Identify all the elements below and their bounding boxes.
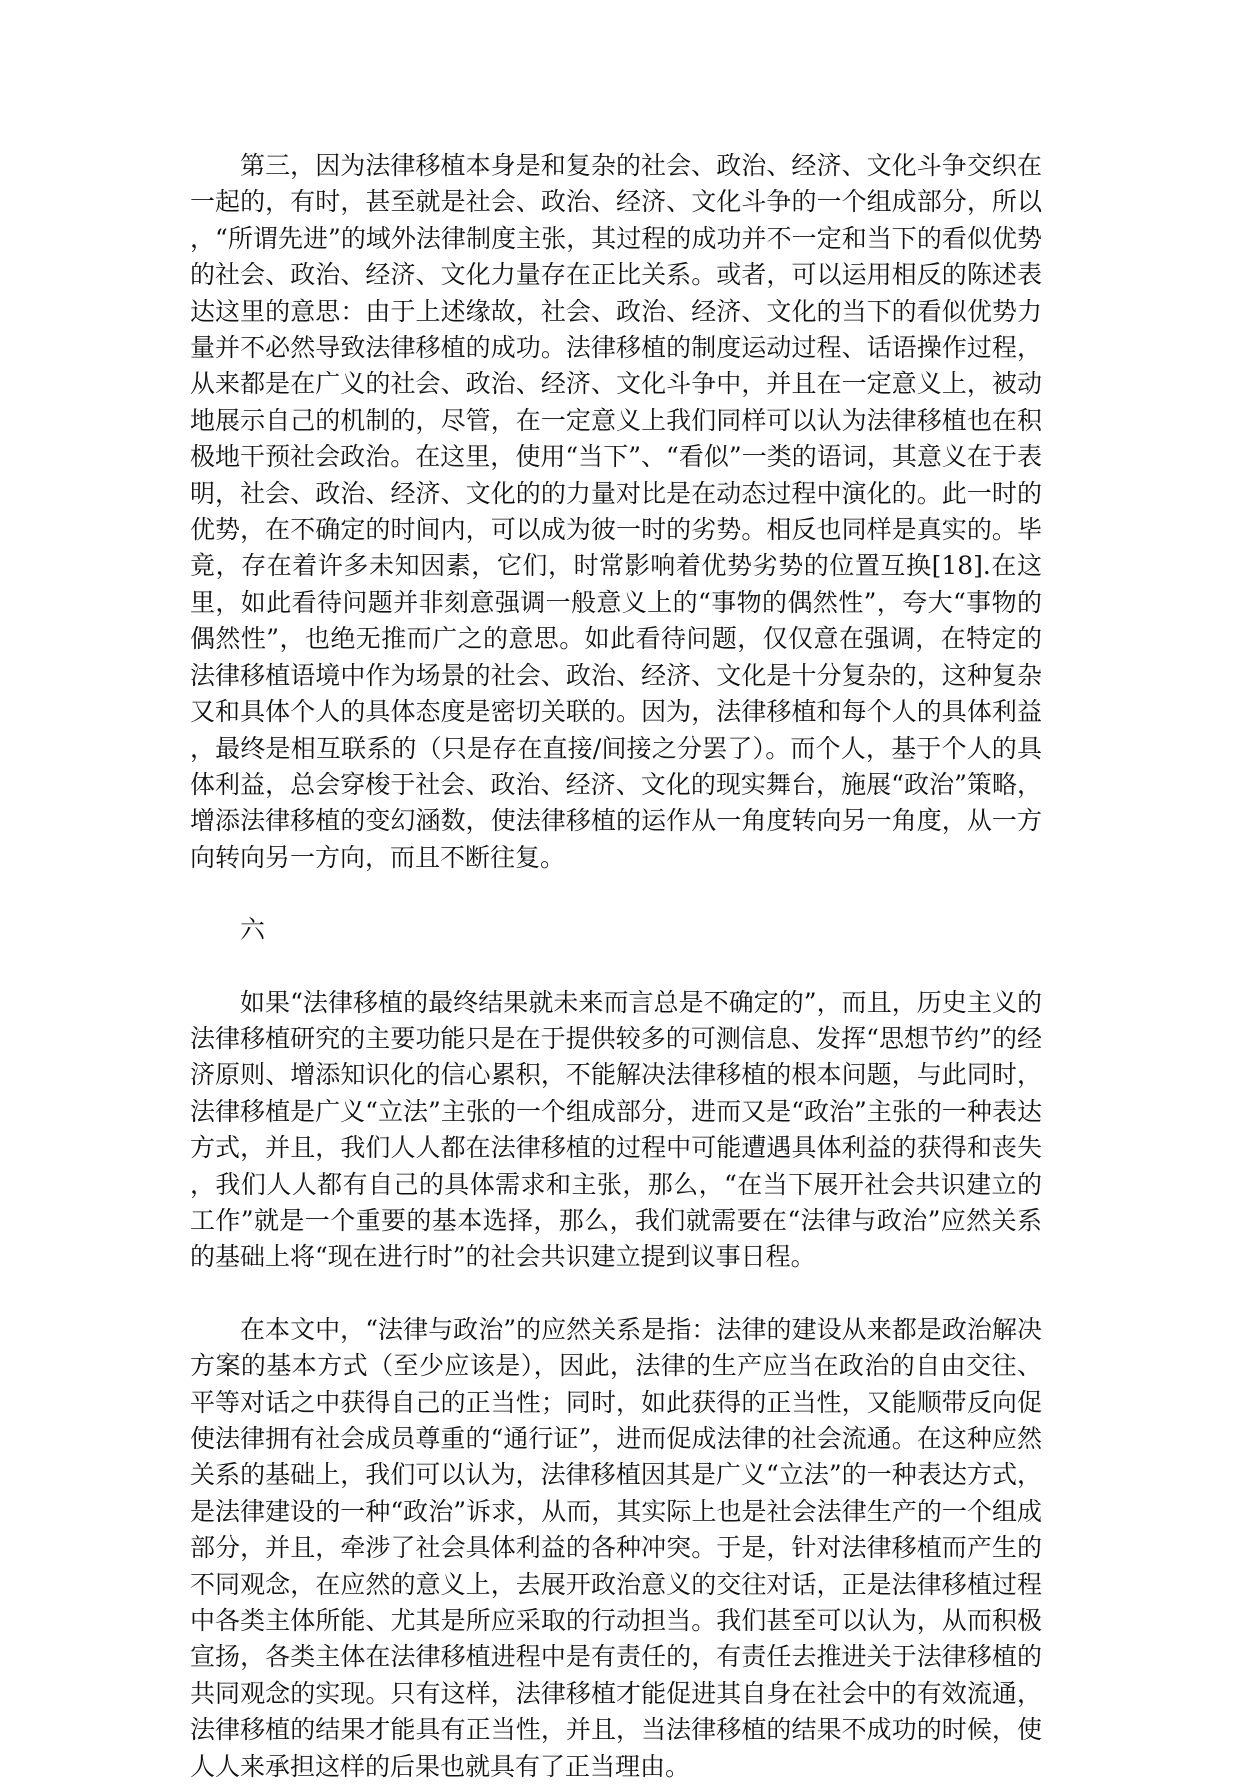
paragraph-gap — [190, 949, 1042, 985]
document-body — [190, 148, 1042, 1785]
paragraph-gap — [190, 876, 1042, 912]
paragraph-if-uncertain: 如果“法律移植的最终结果就未来而言总是不确定的”，而且，历史主义的法律移植研究的主要功能只是在于提供较多的可测信息、发挥“思想节约”的经济原则、增添知识化的信心累积，不能解决法律移植的根本问题，与此同时，法律移植是广义“立法”主张的一个组成部分，进而又是“政治”主张的一种表达方式，并且，我们人人都在法律移植的过程中可能遭遇具体利益的获得和丧失，我们人人都有自己的具体需求和主张，那么，“在当下展开社会共识建立的工作”就是一个重要的基本选择，那么，我们就需要在“法律与政治”应然关系的基础上将“现在进行时”的社会共识建立提到议事日程。 — [190, 987, 1042, 1272]
paragraph-law-and-politics: 在本文中，“法律与政治”的应然关系是指：法律的建设从来都是政治解决方案的基本方式（至少应该是），因此，法律的生产应当在政治的自由交往、平等对话之中获得自己的正当性；同时，如此获得的正当性，又能顺带反向促使法律拥有社会成员尊重的“通行证”，进而促成法律的社会流通。在这种应然关系的基础上，我们可以认为，法律移植因其是广义“立法”的一种表达方式，是法律建设的一种“政治”诉求，从而，其实际上也是社会法律生产的一个组成部分，并且，牵涉了社会具体利益的各种冲突。于是，针对法律移植而产生的不同观念，在应然的意义上，去展开政治意义的交往对话，正是法律移植过程中各类主体所能、尤其是所应采取的行动担当。我们甚至可以认为，从而积极宣扬，各类主体在法律移植进程中是有责任的，有责任去推进关于法律移植的共同观念的实现。只有这样，法律移植才能促进其自身在社会中的有效流通，法律移植的结果才能具有正当性，并且，当法律移植的结果不成功的时候，使人人来承担这样的后果也就具有了正当理由。 — [190, 1314, 1042, 1781]
section-heading: 六 — [240, 915, 266, 945]
paragraph-third-point: 第三，因为法律移植本身是和复杂的社会、政治、经济、文化斗争交织在一起的，有时，甚至就是社会、政治、经济、文化斗争的一个组成部分，所以，“所谓先进”的域外法律制度主张，其过程的成功并不一定和当下的看似优势的社会、政治、经济、文化力量存在正比关系。或者，可以运用相反的陈述表达这里的意思：由于上述缘故，社会、政治、经济、文化的当下的看似优势力量并不必然导致法律移植的成功。法律移植的制度运动过程、话语操作过程，从来都是在广义的社会、政治、经济、文化斗争中，并且在一定意义上，被动地展示自己的机制的，尽管，在一定意义上我们同样可以认为法律移植也在积极地干预社会政治。在这里，使用“当下”、“看似”一类的语词，其意义在于表明，社会、政治、经济、文化的的力量对比是在动态过程中演化的。此一时的优势，在不确定的时间内，可以成为彼一时的劣势。相反也同样是真实的。毕竟，存在着许多未知因素，它们，时常影响着优势劣势的位置互换[18].在这里，如此看待问题并非刻意强调一般意义上的“事物的偶然性”，夸大“事物的偶然性”，也绝无推而广之的意思。如此看待问题，仅仅意在强调，在特定的法律移植语境中作为场景的社会、政治、经济、文化是十分复杂的，这种复杂又和具体个人的具体态度是密切关联的。因为，法律移植和每个人的具体利益，最终是相互联系的（只是存在直接/间接之分罢了）。而个人，基于个人的具体利益，总会穿梭于社会、政治、经济、文化的现实舞台，施展“政治”策略，增添法律移植的变幻涵数，使法律移植的运作从一角度转向另一角度，从一方向转向另一方向，而且不断往复。 — [190, 151, 1042, 872]
